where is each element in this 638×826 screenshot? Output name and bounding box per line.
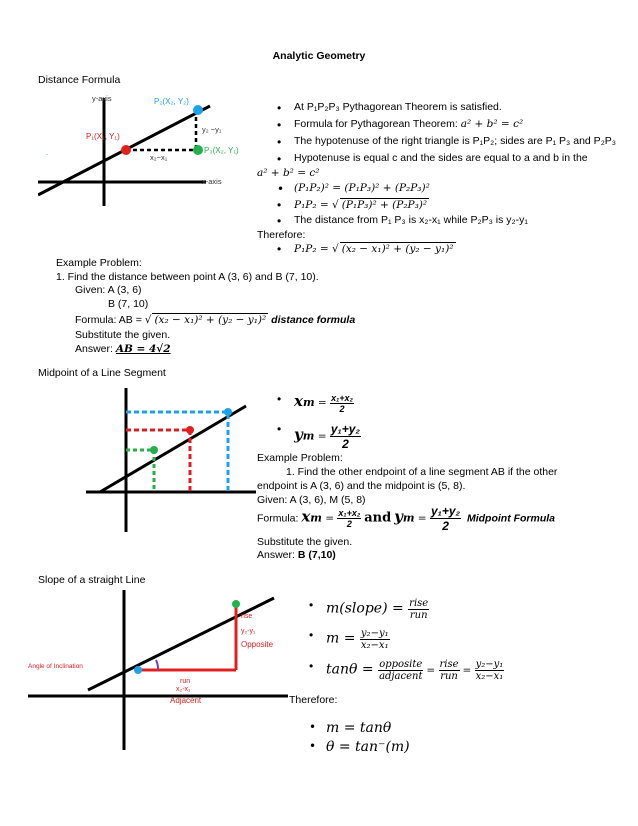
midpoint-example-line2: endpoint is A (3, 6) and the midpoint is (5, 8). bbox=[257, 480, 466, 492]
section-heading-slope: Slope of a straight Line bbox=[38, 574, 146, 586]
dy-label: y₂ −y₁ bbox=[202, 125, 222, 134]
distance-example-given-a: Given: A (3, 6) bbox=[75, 284, 142, 296]
slope-bullet-1: • m(slope) = $\frac{\text{rise}}{\text{run}}$ bbox=[326, 598, 429, 621]
distance-bullet-8: • P₁P₂ = √ (x₂ − x₁)² + (y₂ − y₁)² bbox=[294, 242, 456, 255]
distance-bullet-1: • At P₁P₂P₃ Pythagorean Theorem is satisfied. bbox=[294, 101, 502, 113]
p2-point bbox=[193, 105, 203, 115]
section-heading-midpoint: Midpoint of a Line Segment bbox=[38, 367, 166, 379]
distance-b4-math: a² + b² = c² bbox=[257, 167, 320, 179]
distance-bullet-6: • P₁P₂ = √ (P₁P₃)² + (P₂P₃)² bbox=[294, 198, 429, 211]
p2-label: P₂(X₂, Y₂) bbox=[154, 97, 189, 106]
distance-bullet-5: • (P₁P₂)² = (P₁P₃)² + (P₂P₃)² bbox=[294, 182, 430, 194]
slope-bullet-3: • tanθ = $\frac{\text{opposite}}{\text{adjacent}}$ = $\frac{\text{rise}}{\text{run}}$ = $\frac{\text{y₂−y₁}}{\text{x₂−x₁}}$ bbox=[326, 659, 504, 682]
midpoint-example-line1: 1. Find the other endpoint of a line segment AB if the other bbox=[286, 466, 558, 478]
distance-bullet-4: • Hypotenuse is equal c and the sides are equal to a and b in the bbox=[294, 152, 588, 164]
midpoint-substitute: Substitute the given. bbox=[257, 536, 353, 548]
y-axis-label: y-axis bbox=[92, 94, 112, 103]
distance-example-answer: Answer: AB = 4√2 bbox=[75, 343, 171, 355]
midpoint-answer: Answer: B (7,10) bbox=[257, 549, 336, 561]
distance-example-given-b: B (7, 10) bbox=[108, 298, 149, 310]
p3-point bbox=[193, 145, 203, 155]
distance-example-substitute: Substitute the given. bbox=[75, 329, 171, 341]
midpoint-example-heading: Example Problem: bbox=[257, 452, 343, 464]
slope-bullet-2: • m = $\frac{\text{y₂−y₁}}{\text{x₂−x₁}}$ bbox=[326, 628, 390, 651]
run-label: run bbox=[180, 678, 191, 685]
distance-example-question: 1. Find the distance between point A (3, 6) and B (7, 10). bbox=[56, 271, 319, 283]
p1-point bbox=[121, 145, 131, 155]
adjacent-label: Adjacent bbox=[170, 696, 202, 705]
distance-example-formula: Formula: AB = √ (x₂ − x₁)² + (y₂ − y₁)² distance formula bbox=[75, 314, 356, 326]
section-heading-distance: Distance Formula bbox=[38, 74, 121, 86]
svg-text:.: . bbox=[46, 148, 49, 157]
distance-figure bbox=[38, 90, 258, 208]
slope-figure bbox=[28, 590, 288, 750]
angle-label: Angle of Inclination bbox=[28, 663, 83, 670]
slope-bullet-4: • m = tanθ bbox=[326, 720, 391, 736]
opposite-label: Opposite bbox=[241, 640, 274, 649]
midpoint-xm-formula: • xm = $\frac{\text{x₁+x₂}}{2}$ bbox=[294, 392, 354, 414]
dx-label: x₂−x₁ bbox=[150, 153, 168, 162]
rise-label: rise bbox=[241, 613, 253, 620]
midpoint-ym-formula: • ym = $\frac{\text{y₁+y₂}}{2}$ bbox=[294, 422, 361, 451]
p3-label: P₃(X₂, Y₁) bbox=[204, 146, 239, 155]
p1-label: P₁(X₁, Y₁) bbox=[86, 132, 120, 141]
slope-therefore: Therefore: bbox=[289, 694, 338, 706]
slope-bullet-5: • θ = tan⁻(m) bbox=[326, 739, 410, 755]
distance-bullet-2: • Formula for Pythagorean Theorem: a² + b² = c² bbox=[294, 118, 523, 130]
distance-therefore: Therefore: bbox=[257, 229, 306, 241]
distance-bullet-3: • The hypotenuse of the right triangle is P₁P₂; sides are P₁ P₃ and P₂P₃ bbox=[294, 135, 616, 147]
x-axis-label: x-axis bbox=[202, 177, 222, 186]
page-title: Analytic Geometry bbox=[272, 50, 366, 62]
distance-example-heading: Example Problem: bbox=[56, 257, 142, 269]
slope-dx-label: x₂-x₁ bbox=[176, 686, 191, 693]
midpoint-figure bbox=[86, 388, 256, 532]
slope-dy-label: y₂-y₁ bbox=[241, 628, 256, 635]
distance-bullet-7: • The distance from P₁ P₃ is x₂-x₁ while P₂P₃ is y₂-y₁ bbox=[294, 214, 528, 226]
midpoint-example-given: Given: A (3, 6), M (5, 8) bbox=[257, 494, 366, 506]
midpoint-formula: Formula: xm = $\frac{\text{x₁+x₂}}{2}$ and ym = $\frac{\text{y₁+y₂}}{2}$ Midpoint Formula bbox=[257, 504, 556, 533]
